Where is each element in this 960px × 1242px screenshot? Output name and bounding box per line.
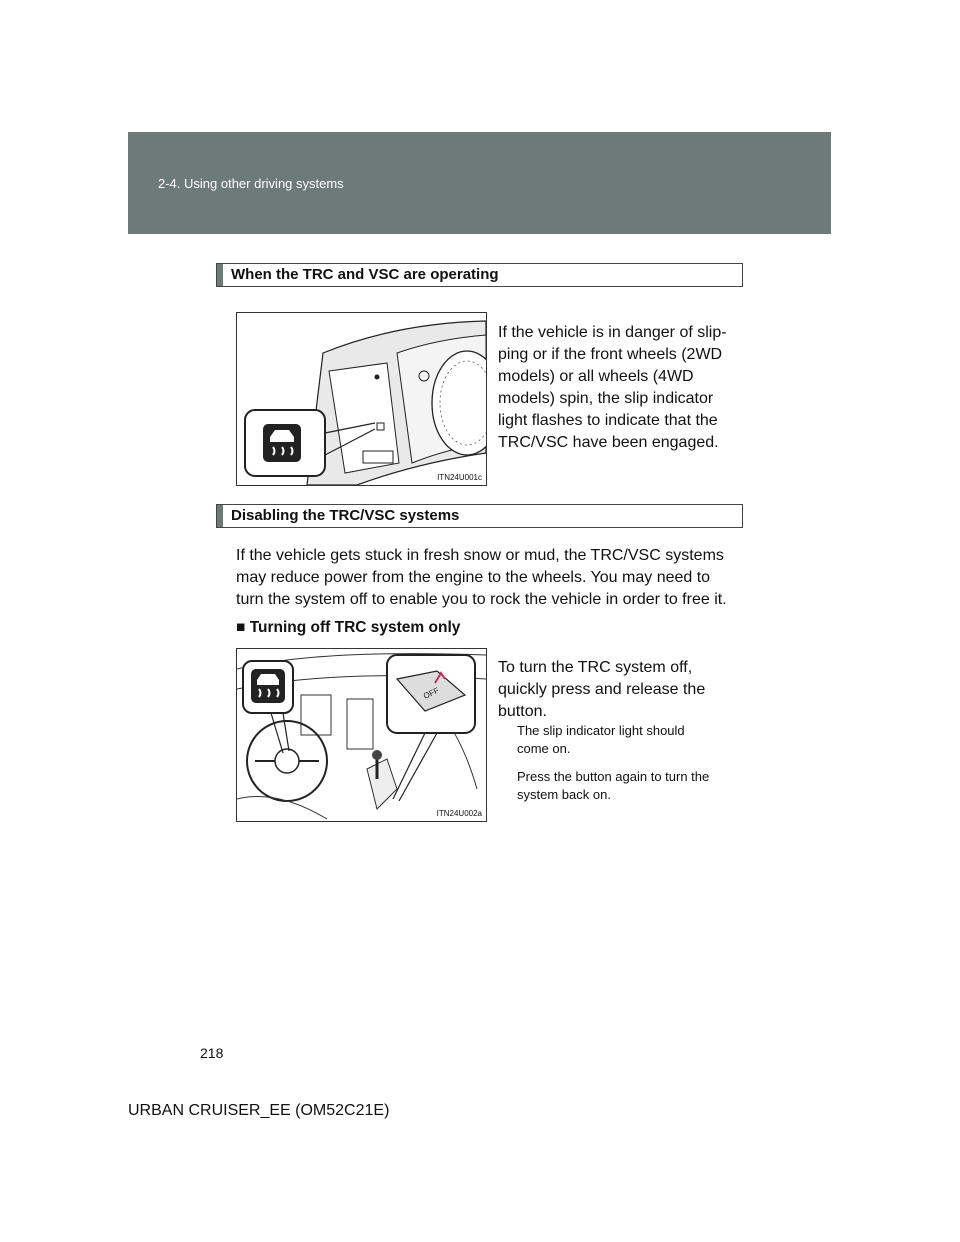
text-line: The slip indicator light should bbox=[517, 723, 685, 738]
text-line: system back on. bbox=[517, 787, 611, 802]
text-line: TRC/VSC have been engaged. bbox=[498, 434, 719, 451]
section-title: Disabling the TRC/VSC systems bbox=[231, 507, 460, 524]
disabling-description bbox=[236, 545, 741, 611]
section-breadcrumb: 2-4. Using other driving systems bbox=[158, 176, 344, 191]
bullet-heading bbox=[236, 619, 460, 637]
heading-accent bbox=[217, 505, 223, 527]
text-line: light flashes to indicate that the bbox=[498, 412, 718, 429]
section-heading-trc-vsc-operating bbox=[216, 263, 743, 287]
bullet-text: Turning off TRC system only bbox=[249, 619, 461, 636]
figure-id-label: ITN24U001c bbox=[437, 473, 482, 482]
section-heading-disabling-trc-vsc bbox=[216, 504, 743, 528]
text-line: button. bbox=[498, 703, 547, 720]
text-line: ping or if the front wheels (2WD bbox=[498, 346, 723, 363]
instrument-cluster-figure bbox=[236, 312, 487, 486]
text-line: models) spin, the slip indicator bbox=[498, 390, 714, 407]
text-line: turn the system off to enable you to rock the vehicle in order to free it. bbox=[236, 591, 727, 608]
note-turn-back-on bbox=[517, 768, 739, 804]
dashboard-switch-figure bbox=[236, 648, 487, 822]
text-line: If the vehicle is in danger of slip- bbox=[498, 324, 727, 341]
text-line: may reduce power from the engine to the wheels. You may need to bbox=[236, 569, 711, 586]
text-line: come on. bbox=[517, 741, 571, 756]
text-line: Press the button again to turn the bbox=[517, 769, 710, 784]
trc-off-instructions bbox=[498, 657, 740, 723]
section-title: When the TRC and VSC are operating bbox=[231, 266, 499, 283]
instrument-cluster-drawing bbox=[237, 313, 486, 485]
text-line: If the vehicle gets stuck in fresh snow or mud, the TRC/VSC systems bbox=[236, 547, 724, 564]
trc-vsc-description bbox=[498, 322, 740, 454]
page-number: 218 bbox=[200, 1045, 224, 1061]
manual-footer: URBAN CRUISER_EE (OM52C21E) bbox=[128, 1102, 390, 1119]
heading-accent bbox=[217, 264, 223, 286]
text-line: quickly press and release the bbox=[498, 681, 706, 698]
dashboard-drawing bbox=[237, 649, 486, 821]
figure-id-label: ITN24U002a bbox=[436, 809, 482, 818]
svg-text:OFF: OFF bbox=[422, 685, 441, 701]
text-line: models) or all wheels (4WD bbox=[498, 368, 694, 385]
text-line: To turn the TRC system off, bbox=[498, 659, 693, 676]
note-indicator-light bbox=[517, 722, 739, 758]
bullet-marker-icon: ■ bbox=[236, 619, 246, 636]
